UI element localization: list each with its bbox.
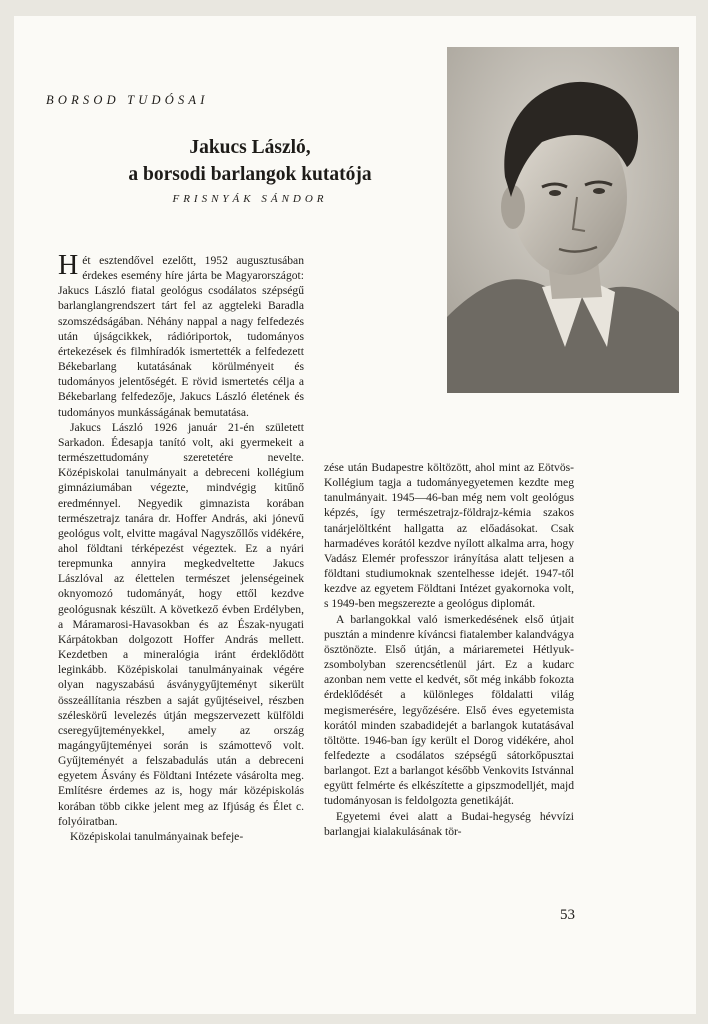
- paragraph-3-start: Középiskolai tanulmányainak befeje-: [70, 829, 244, 843]
- paragraph-1: [58, 250, 304, 420]
- title-line-1: Jakucs László,: [189, 137, 311, 158]
- paragraph-3-continued: zése után Budapestre költözött, ahol mint az Eötvös-Kollégium tagja a tudományegyetemen kezdte meg tanulmányait. 1945—46-ban még nem volt geológus képzés, így természetrajz-földrajz-kémia szakos tanárjelöltként hallgatta az előadásokat. Csak harmadéves korától kezdve nyílott alkalma arra, hogy Vadász Elemér professzor irányítása alatt teljesen a földtani studiumoknak szentelhesse idejét. 1947-től kezdve az egyetem Földtani Intézet gyakornoka volt, s 1949-ben megszerezte a geológus diplomát.: [324, 461, 574, 611]
- page-number: 53: [560, 907, 575, 923]
- portrait-photo: [447, 47, 679, 393]
- drop-cap: H: [58, 250, 79, 281]
- paragraph-2: Jakucs László 1926 január 21-én született Sarkadon. Édesapja tanító volt, aki gyermekeit a természettudomány szeretetére nevelte. Középiskolai tanulmányait a debreceni kollégium gimnáziumában végezte, mindvégig kitűnő eredménnyel. Negyedik gimnazista korában természetrajz tanára dr. Hoffer András, aki jónevű geológus volt, elvitte magával Nagyszőllős vidékére, ahol földtani térképezést végeztek. Ez a nyári terepmunka annyira megkedveltette Jakucs Lászlóval az élettelen természet jelenségeinek oknyomozó tudományát, hogy ettől kezdve geológusnak készült. A következő évben Erdélyben, a Máramarosi-Havasokban és az Észak-nyugati Kárpátokban dolgozott Hoffer András mellett. Kezdetben a mineralógia iránt érdeklődött leginkább. Középiskolai tanulmányainak végére olyan nagyszabású ásványgyűjteményt sikerült összeállítania részben a saját gyűjtéseivel, részben széleskörű levelezés útján megszervezett külföldi cseregyűjteményekkel, amely az ország magángyűjteményei során is számottevő volt. Gyűjteményét a felszabadulás után a debreceni egyetem Ásvány és Földtani Intézete vásárolta meg. Említésre érdemes az is, hogy már középiskolás korában több cikke jelent meg az Ifjúság és Élet c. folyóiratban.: [58, 420, 304, 828]
- article-column-right: [324, 460, 574, 839]
- paragraph-4: A barlangokkal való ismerkedésének első útjait pusztán a mindenre kíváncsi fiatalember kalandvágya ösztönözte. Első útján, a máriaremetei Hétlyuk-zsombolyban szerencsétlenül járt. Ez a kudarc azonban nem vette el kedvét, sőt még inkább fokozta érdeklődését a különleges földalatti világ megismerésére, legyőzésére. Első éves egyetemista korától minden szabadidejét a barlangok kutatásával töltötte. 1946-ban így került el Dorog vidékére, ahol felfedezte a csodálatos szépségű sátorkőpusztai barlangot. Ezt a barlangot később Venkovits Istvánnal együtt felmérte és elkészítette a gipszmodelljét, majd tudományosan is feldolgozta genetikáját.: [324, 612, 574, 808]
- article-column-left: [58, 250, 304, 844]
- title-line-2: a borsodi barlangok kutatója: [128, 164, 372, 185]
- paragraph-5: Egyetemi évei alatt a Budai-hegység hévvízi barlangjai kialakulásának tör-: [324, 809, 574, 838]
- article-author: FRISNYÁK SÁNDOR: [172, 193, 328, 205]
- section-kicker: BORSOD TUDÓSAI: [46, 93, 209, 107]
- paragraph-1-text: ét esztendővel ezelőtt, 1952 augusztusában érdekes esemény híre járta be Magyarországot: Jakucs László fiatal geológus csodálatos szépségű barlanglangrendszert tárt fel az aggteleki Baradla szomszédságában. Néhány nappal a nagy felfedezés után újságcikkek, rádióriportok, tudományos értekezések és filmhíradók ismertették a felfedezett Békebarlang kutatásának körülményeit és tudományos jelentőségét. E rövid ismertetés célja a Békebarlang felfedezője, Jakucs László életének és tudományos munkásságának bemutatása.: [58, 254, 304, 419]
- article-title: [90, 134, 410, 188]
